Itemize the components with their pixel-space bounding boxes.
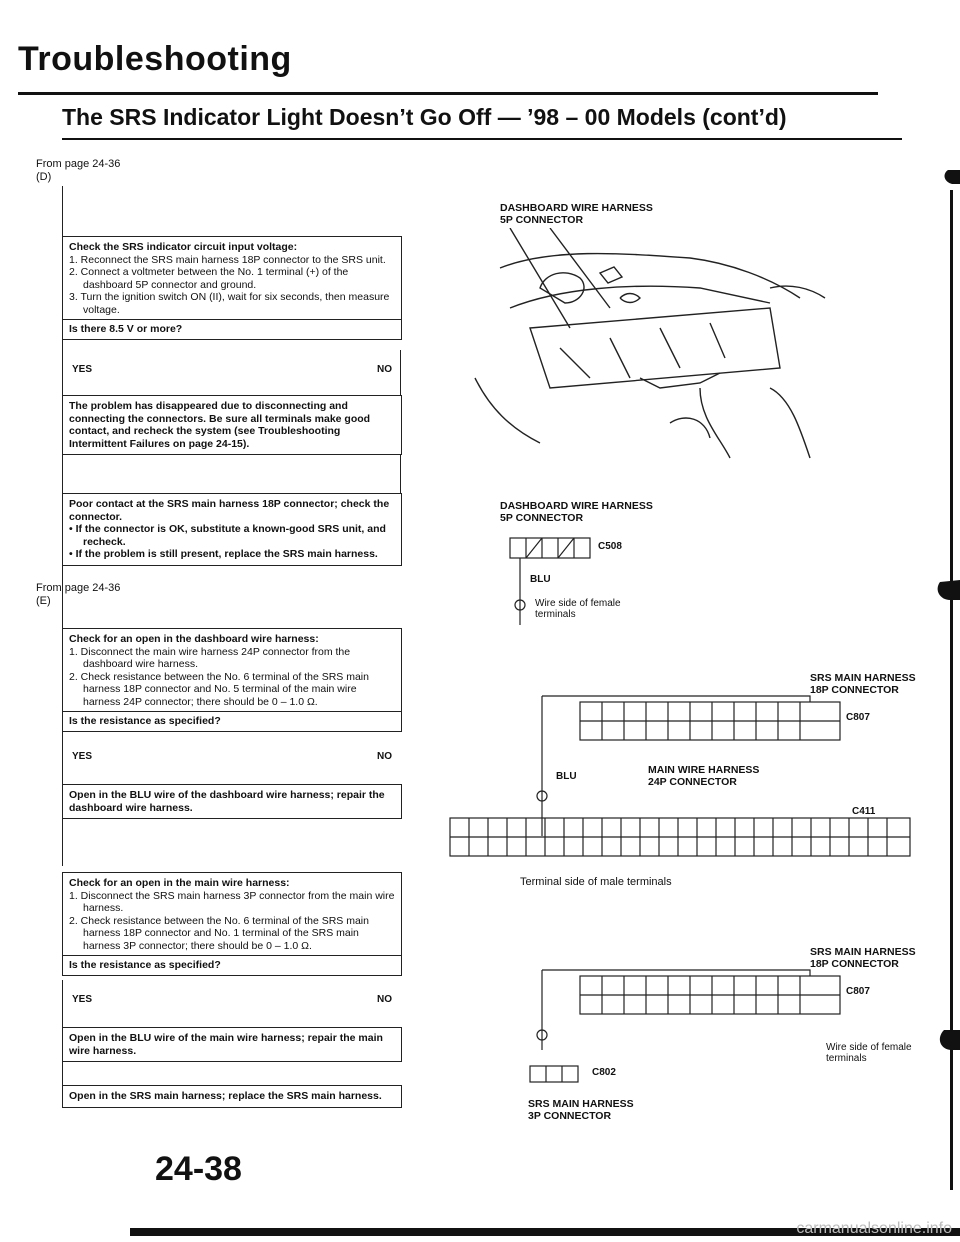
label-srs-18p-1: SRS MAIN HARNESS 18P CONNECTOR xyxy=(810,672,916,696)
c411-24p-connector xyxy=(440,808,920,868)
result-open-srs-main: Open in the SRS main harness; replace the SRS main harness. xyxy=(62,1085,402,1108)
label-dash-harness-2: DASHBOARD WIRE HARNESS 5P CONNECTOR xyxy=(500,500,653,524)
label-main-24p: MAIN WIRE HARNESS 24P CONNECTOR xyxy=(648,764,760,788)
result-poor-contact: Poor contact at the SRS main harness 18P connector; check the connector. • If the connector is OK, substitute a known-good SRS unit, and recheck. • If the problem is still present, replace the SRS main harness. xyxy=(62,493,402,566)
yes-label-f: YES xyxy=(72,994,93,1005)
section-subtitle: The SRS Indicator Light Doesn’t Go Off — ’98 – 00 Models (cont’d) xyxy=(62,104,787,130)
c807-label-1: C807 xyxy=(846,712,870,723)
from-page-e: From page 24-36 (E) xyxy=(36,582,121,607)
result-open-blu-dashboard: Open in the BLU wire of the dashboard wire harness; repair the dashboard wire harness. xyxy=(62,784,402,819)
wire-side-note-2: Wire side of female terminals xyxy=(826,1042,912,1064)
no-label-f: NO xyxy=(377,994,392,1005)
label-srs-3p: SRS MAIN HARNESS 3P CONNECTOR xyxy=(528,1098,634,1122)
result-open-blu-main: Open in the BLU wire of the main wire harness; repair the main wire harness. xyxy=(62,1027,402,1062)
c807-label-2: C807 xyxy=(846,986,870,997)
label-srs-18p-2: SRS MAIN HARNESS 18P CONNECTOR xyxy=(810,946,916,970)
check-box-dashboard-harness: Check for an open in the dashboard wire harness: 1. Disconnect the main wire harness 24P connector from the dashboard wire harness. 2. Check resistance between the No. 6 terminal of the SRS main harness 18P connector and No. 5 terminal of the main wire harness 24P connector; there should be 0 – 1.0 Ω. Is the resistance as specified? xyxy=(62,628,402,732)
blu-wire-label-1: BLU xyxy=(530,574,551,585)
blu-wire-label-2: BLU xyxy=(556,771,577,782)
page-number: 24-38 xyxy=(155,1150,242,1188)
result-problem-disappeared: The problem has disappeared due to disconnecting and connecting the connectors. Be sure all terminals make good contact, and recheck the system (see Troubleshooting Intermittent Failures on page 24-15). xyxy=(62,395,402,455)
right-edge-tab-marks xyxy=(900,150,960,1210)
c802-label: C802 xyxy=(592,1067,616,1078)
title-rule xyxy=(18,92,878,95)
check-box-indicator-voltage: Check the SRS indicator circuit input voltage: 1. Reconnect the SRS main harness 18P connector to the SRS unit. 2. Connect a voltmeter between the No. 1 terminal (+) of the dashboard 5P connector and ground. 3. Turn the ignition switch ON (II), wait for six seconds, then measure voltage. Is there 8.5 V or more? xyxy=(62,236,402,340)
page-title: Troubleshooting xyxy=(18,40,292,78)
yes-label-e: YES xyxy=(72,751,93,762)
terminal-side-note: Terminal side of male terminals xyxy=(520,876,672,888)
wire-side-note-1: Wire side of female terminals xyxy=(535,598,621,620)
watermark: carmanualsonline.info xyxy=(796,1220,952,1237)
no-label-e: NO xyxy=(377,751,392,762)
c802-3p-connector xyxy=(525,1058,585,1088)
c508-label: C508 xyxy=(598,541,622,552)
no-label-d: NO xyxy=(377,364,392,375)
check-box-main-harness: Check for an open in the main wire harness: 1. Disconnect the SRS main harness 3P connector from the main wire harness. 2. Check resistance between the No. 6 terminal of the SRS main harness 18P connector and No. 1 terminal of the SRS main harness 3P connector; there should be 0 – 1.0 Ω. Is the resistance as specified? xyxy=(62,872,402,976)
label-dash-harness-1: DASHBOARD WIRE HARNESS 5P CONNECTOR xyxy=(500,202,653,226)
dashboard-illustration xyxy=(470,228,830,478)
from-page-d: From page 24-36 (D) xyxy=(36,158,121,183)
c411-label: C411 xyxy=(852,806,876,817)
yes-label-d: YES xyxy=(72,364,93,375)
subtitle-rule xyxy=(62,138,902,140)
